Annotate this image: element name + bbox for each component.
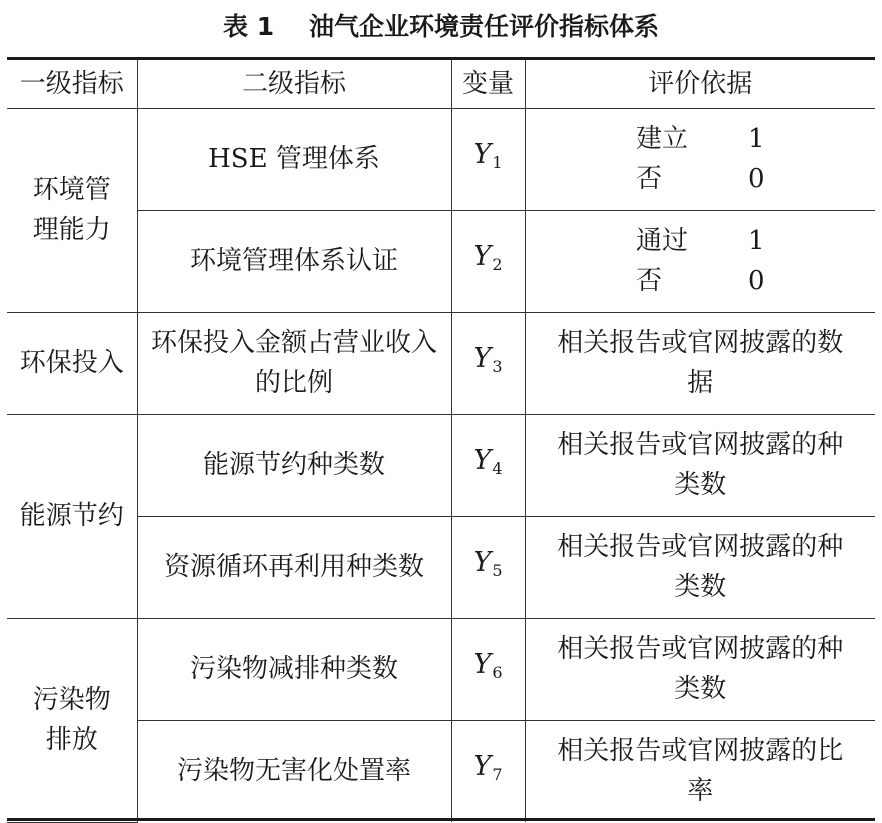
column-header-basis: 评价依据: [525, 60, 875, 108]
table-row: [7, 618, 875, 720]
variable-cell: [451, 720, 525, 822]
basis-cell: [525, 108, 875, 210]
variable-symbol: Y: [473, 139, 492, 170]
secondary-indicator-cell: HSE 管理体系: [137, 108, 451, 210]
primary-indicator-cell: 能源节约: [7, 414, 137, 618]
variable-subscript: 1: [492, 153, 503, 172]
column-header-variable: 变量: [451, 60, 525, 108]
variable-subscript: 4: [492, 459, 503, 478]
basis-cell: 相关报告或官网披露的种类数: [525, 618, 875, 720]
variable-cell: [451, 108, 525, 210]
column-header-primary: 一级指标: [7, 60, 137, 108]
table-row: [7, 210, 875, 312]
basis-cell: 相关报告或官网披露的种类数: [525, 414, 875, 516]
variable-cell: [451, 516, 525, 618]
table-row: [7, 414, 875, 516]
basis-value: 1: [747, 226, 765, 256]
secondary-indicator-cell: 污染物减排种类数: [137, 618, 451, 720]
secondary-indicator-cell: 环境管理体系认证: [137, 210, 451, 312]
column-header-secondary: 二级指标: [137, 60, 451, 108]
basis-value: 0: [747, 266, 765, 296]
table-row: [7, 720, 875, 822]
table-caption: 表 1 油气企业环境责任评价指标体系: [223, 12, 659, 41]
secondary-indicator-cell: 污染物无害化处置率: [137, 720, 451, 822]
primary-indicator-cell: 环保投入: [7, 312, 137, 414]
indicator-table: [7, 60, 875, 823]
table-row: [7, 312, 875, 414]
variable-symbol: Y: [473, 649, 492, 680]
basis-label: 否: [635, 266, 662, 296]
secondary-indicator-cell: 能源节约种类数: [137, 414, 451, 516]
variable-subscript: 2: [492, 255, 503, 274]
table-row: [7, 516, 875, 618]
basis-cell: 相关报告或官网披露的比率: [525, 720, 875, 822]
basis-cell: 相关报告或官网披露的种类数: [525, 516, 875, 618]
variable-symbol: Y: [473, 241, 492, 272]
variable-subscript: 5: [492, 561, 503, 580]
basis-cell: 相关报告或官网披露的数据: [525, 312, 875, 414]
variable-subscript: 7: [492, 765, 503, 785]
variable-symbol: Y: [473, 343, 492, 374]
variable-cell: [451, 312, 525, 414]
primary-indicator-cell: 污染物排放: [7, 618, 137, 822]
variable-cell: [451, 210, 525, 312]
variable-cell: [451, 414, 525, 516]
secondary-indicator-cell: 资源循环再利用种类数: [137, 516, 451, 618]
variable-symbol: Y: [473, 547, 492, 578]
basis-cell: [525, 210, 875, 312]
primary-indicator-cell: 环境管理能力: [7, 108, 137, 312]
bottom-rule: [7, 818, 875, 821]
basis-label: 通过: [635, 226, 688, 256]
variable-subscript: 3: [492, 357, 503, 376]
table-row: [7, 108, 875, 210]
variable-cell: [451, 618, 525, 720]
variable-symbol: Y: [473, 751, 492, 783]
basis-value: 0: [747, 164, 765, 194]
basis-label: 否: [635, 164, 662, 194]
secondary-indicator-cell: 环保投入金额占营业收入的比例: [137, 312, 451, 414]
variable-symbol: Y: [473, 445, 492, 476]
variable-subscript: 6: [492, 663, 503, 682]
basis-label: 建立: [635, 124, 688, 154]
basis-value: 1: [747, 124, 765, 154]
header-row: [7, 60, 875, 108]
